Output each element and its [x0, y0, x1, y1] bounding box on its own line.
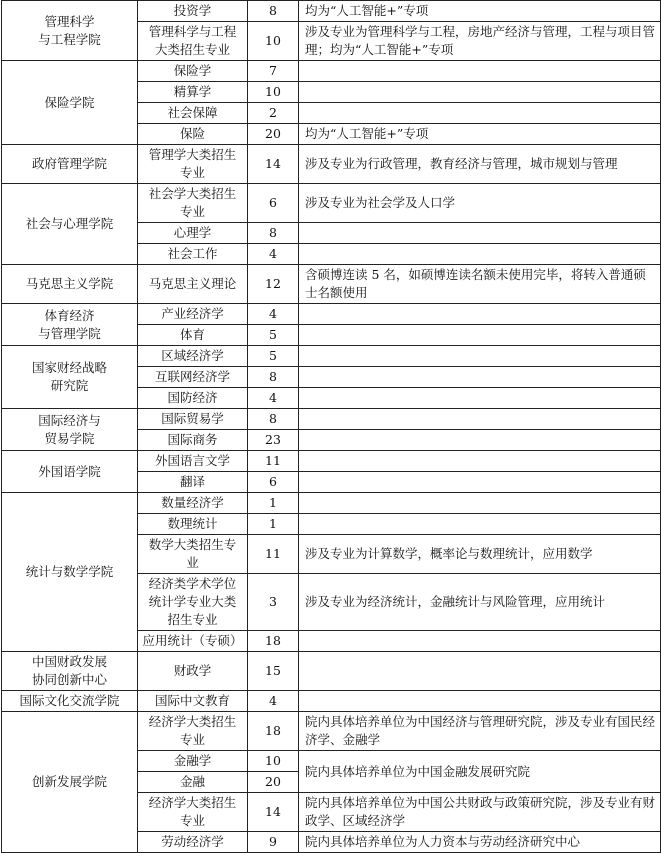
table-row [2, 265, 661, 304]
quota-cell: 8 [248, 1, 299, 22]
major-cell: 精算学 [138, 82, 248, 103]
major-cell: 经济学大类招生 专业 [138, 712, 248, 751]
table-row [2, 691, 661, 712]
note-cell: 院内具体培养单位为人力资本与劳动经济研究中心 [299, 832, 661, 853]
table-row [2, 1, 661, 22]
quota-cell: 1 [248, 514, 299, 535]
note-cell [299, 82, 661, 103]
quota-cell: 2 [248, 103, 299, 124]
note-cell: 涉及专业为管理科学与工程，房地产经济与管理，工程与项目管理；均为“人工智能+”专项 [299, 22, 661, 61]
enrollment-table [1, 0, 661, 853]
note-cell [299, 61, 661, 82]
college-cell: 国家财经战略 研究院 [2, 346, 138, 409]
note-cell [299, 103, 661, 124]
note-cell [299, 367, 661, 388]
major-cell: 国防经济 [138, 388, 248, 409]
major-cell: 社会工作 [138, 244, 248, 265]
quota-cell: 5 [248, 325, 299, 346]
college-cell: 统计与数学学院 [2, 493, 138, 652]
quota-cell: 23 [248, 430, 299, 451]
table-row [2, 409, 661, 430]
major-cell: 金融 [138, 772, 248, 793]
quota-cell: 8 [248, 367, 299, 388]
note-cell [299, 631, 661, 652]
note-cell [299, 304, 661, 325]
major-cell: 数理统计 [138, 514, 248, 535]
major-cell: 国际中文教育 [138, 691, 248, 712]
note-cell: 院内具体培养单位为中国金融发展研究院 [299, 751, 661, 793]
note-cell [299, 451, 661, 472]
major-cell: 保险 [138, 124, 248, 145]
quota-cell: 15 [248, 652, 299, 691]
note-cell [299, 244, 661, 265]
note-cell [299, 472, 661, 493]
major-cell: 经济类学术学位 统计学专业大类 招生专业 [138, 574, 248, 631]
major-cell: 产业经济学 [138, 304, 248, 325]
note-cell [299, 325, 661, 346]
table-row [2, 145, 661, 184]
note-cell: 涉及专业为行政管理，教育经济与管理，城市规划与管理 [299, 145, 661, 184]
quota-cell: 8 [248, 409, 299, 430]
major-cell: 金融学 [138, 751, 248, 772]
note-cell: 均为“人工智能+”专项 [299, 124, 661, 145]
table-row [2, 451, 661, 472]
note-cell: 涉及专业为经济统计，金融统计与风险管理，应用统计 [299, 574, 661, 631]
quota-cell: 18 [248, 631, 299, 652]
quota-cell: 9 [248, 832, 299, 853]
quota-cell: 6 [248, 472, 299, 493]
college-cell: 体育经济 与管理学院 [2, 304, 138, 346]
quota-cell: 7 [248, 61, 299, 82]
college-cell: 创新发展学院 [2, 712, 138, 853]
major-cell: 劳动经济学 [138, 832, 248, 853]
note-cell: 院内具体培养单位为中国经济与管理研究院，涉及专业有国民经济学、金融学 [299, 712, 661, 751]
quota-cell: 10 [248, 751, 299, 772]
major-cell: 数量经济学 [138, 493, 248, 514]
major-cell: 财政学 [138, 652, 248, 691]
quota-cell: 10 [248, 22, 299, 61]
major-cell: 国际商务 [138, 430, 248, 451]
major-cell: 外国语言文学 [138, 451, 248, 472]
table-row [2, 712, 661, 751]
table-row [2, 61, 661, 82]
table-row [2, 304, 661, 325]
major-cell: 翻译 [138, 472, 248, 493]
college-cell: 国际文化交流学院 [2, 691, 138, 712]
table-row [2, 493, 661, 514]
note-cell [299, 652, 661, 691]
note-cell [299, 388, 661, 409]
quota-cell: 3 [248, 574, 299, 631]
note-cell: 涉及专业为社会学及人口学 [299, 184, 661, 223]
major-cell: 应用统计（专硕） [138, 631, 248, 652]
table-row [2, 652, 661, 691]
major-cell: 社会学大类招生 专业 [138, 184, 248, 223]
major-cell: 数学大类招生专 业 [138, 535, 248, 574]
note-cell [299, 493, 661, 514]
major-cell: 国际贸易学 [138, 409, 248, 430]
major-cell: 互联网经济学 [138, 367, 248, 388]
note-cell: 均为“人工智能+”专项 [299, 1, 661, 22]
quota-cell: 4 [248, 691, 299, 712]
college-cell: 中国财政发展 协同创新中心 [2, 652, 138, 691]
enrollment-table-body [2, 1, 661, 853]
college-cell: 政府管理学院 [2, 145, 138, 184]
major-cell: 社会保障 [138, 103, 248, 124]
quota-cell: 4 [248, 304, 299, 325]
note-cell: 含硕博连读 5 名，如硕博连读名额未使用完毕，将转入普通硕士名额使用 [299, 265, 661, 304]
major-cell: 投资学 [138, 1, 248, 22]
college-cell: 国际经济与 贸易学院 [2, 409, 138, 451]
quota-cell: 18 [248, 712, 299, 751]
major-cell: 体育 [138, 325, 248, 346]
note-cell [299, 430, 661, 451]
quota-cell: 14 [248, 793, 299, 832]
major-cell: 保险学 [138, 61, 248, 82]
quota-cell: 5 [248, 346, 299, 367]
quota-cell: 14 [248, 145, 299, 184]
quota-cell: 8 [248, 223, 299, 244]
quota-cell: 20 [248, 124, 299, 145]
note-cell: 涉及专业为计算数学，概率论与数理统计，应用数学 [299, 535, 661, 574]
note-cell [299, 346, 661, 367]
quota-cell: 11 [248, 451, 299, 472]
note-cell [299, 514, 661, 535]
major-cell: 经济学大类招生 专业 [138, 793, 248, 832]
note-cell: 院内具体培养单位为中国公共财政与政策研究院，涉及专业有财政学、区域经济学 [299, 793, 661, 832]
college-cell: 马克思主义学院 [2, 265, 138, 304]
quota-cell: 4 [248, 388, 299, 409]
quota-cell: 20 [248, 772, 299, 793]
major-cell: 管理学大类招生 专业 [138, 145, 248, 184]
quota-cell: 1 [248, 493, 299, 514]
quota-cell: 6 [248, 184, 299, 223]
note-cell [299, 223, 661, 244]
major-cell: 区域经济学 [138, 346, 248, 367]
note-cell [299, 691, 661, 712]
college-cell: 管理科学 与工程学院 [2, 1, 138, 61]
quota-cell: 12 [248, 265, 299, 304]
quota-cell: 4 [248, 244, 299, 265]
major-cell: 心理学 [138, 223, 248, 244]
college-cell: 保险学院 [2, 61, 138, 145]
major-cell: 马克思主义理论 [138, 265, 248, 304]
major-cell: 管理科学与工程 大类招生专业 [138, 22, 248, 61]
quota-cell: 10 [248, 82, 299, 103]
quota-cell: 11 [248, 535, 299, 574]
college-cell: 社会与心理学院 [2, 184, 138, 265]
table-row [2, 346, 661, 367]
college-cell: 外国语学院 [2, 451, 138, 493]
note-cell [299, 409, 661, 430]
table-row [2, 184, 661, 223]
